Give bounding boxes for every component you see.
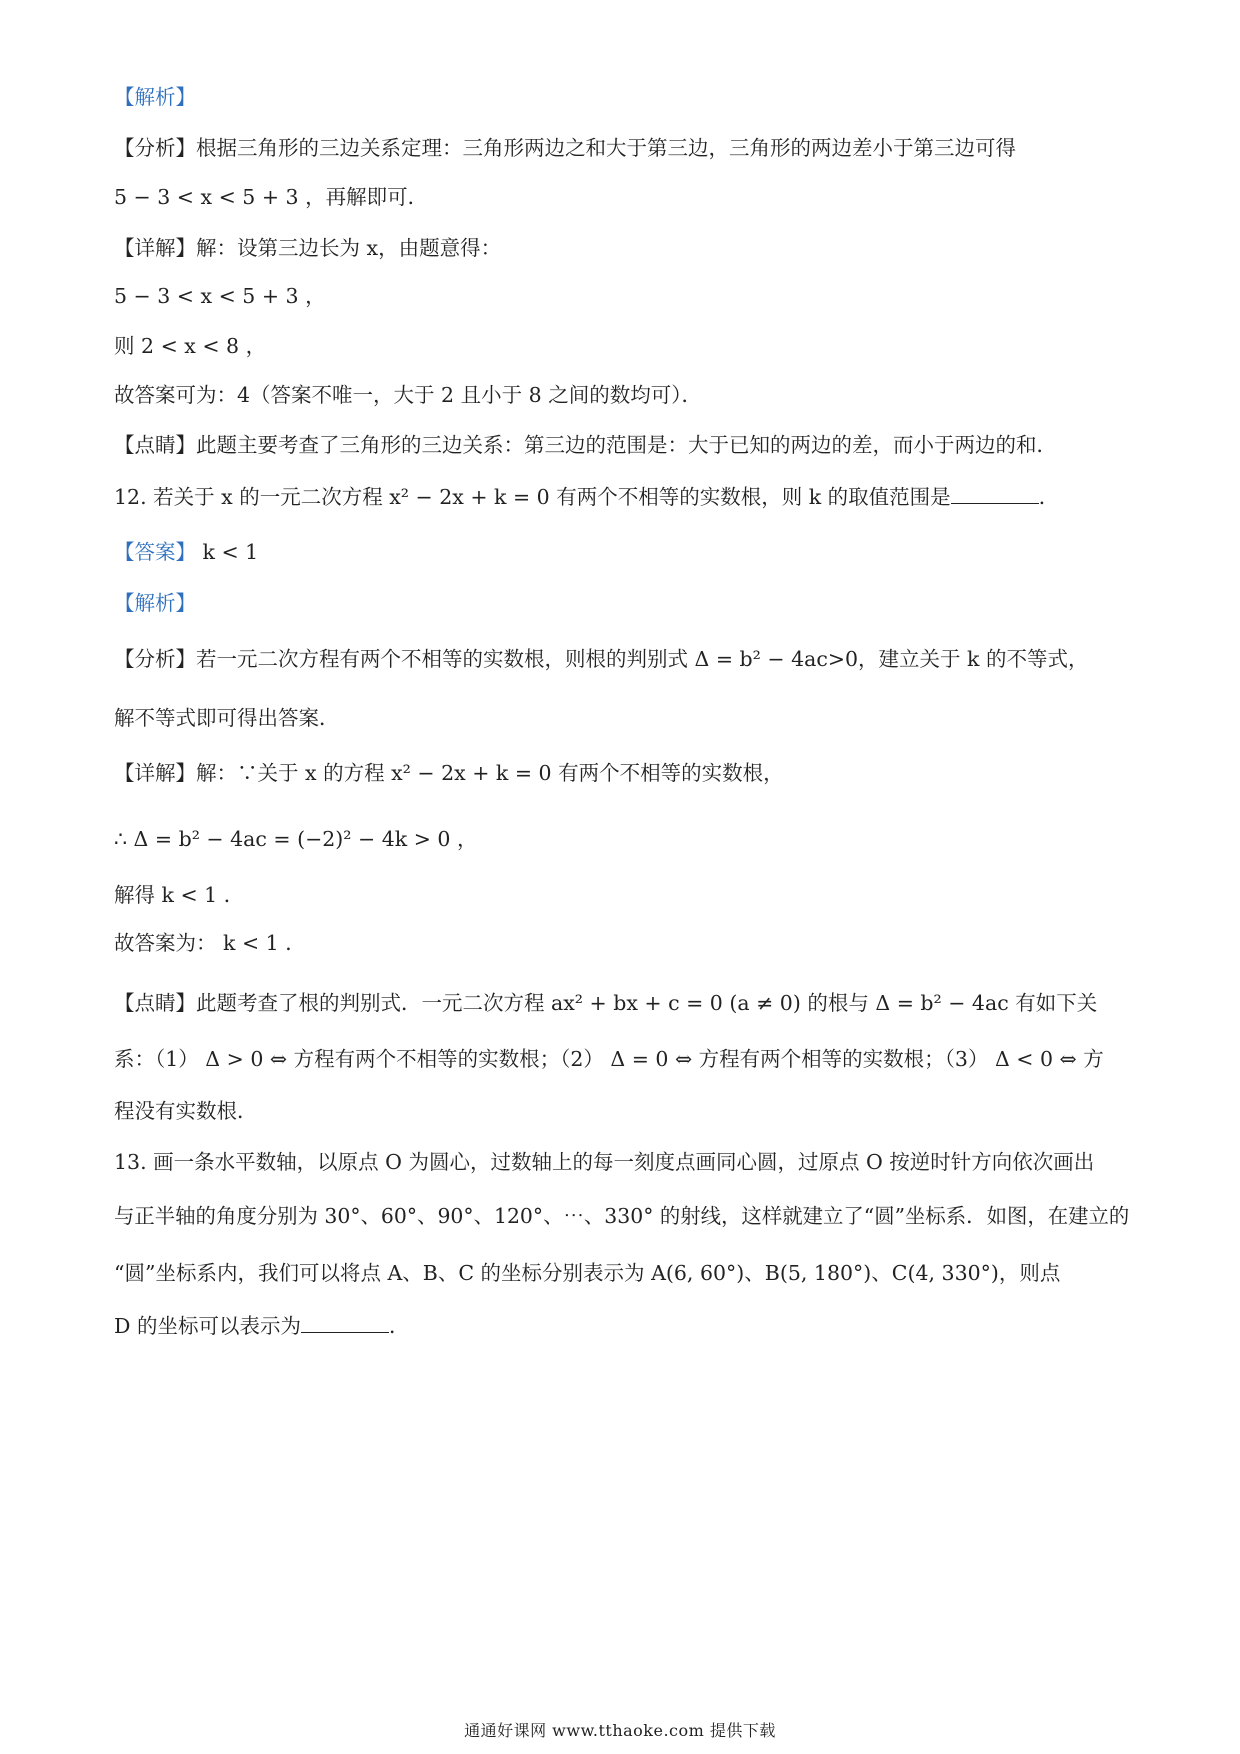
text-line (114, 1097, 258, 1125)
line-text: 【分析】若一元二次方程有两个不相等的实数根，则根的判别式 Δ = b² − 4ac>0，建立关于 k 的不等式， (114, 647, 1089, 671)
line-text: 程没有实数根． (114, 1099, 258, 1123)
line-text: 13. 画一条水平数轴，以原点 O 为圆心，过数轴上的每一刻度点画同心圆，过原点 O 按逆时针方向依次画出 (114, 1150, 1095, 1174)
text-line (114, 431, 1057, 459)
section-tag: 【解析】 (114, 591, 196, 615)
line-text: 【点睛】此题考查了根的判别式．一元二次方程 ax² + bx + c = 0 (a ≠ 0) 的根与 Δ = b² − 4ac 有如下关 (114, 991, 1098, 1015)
text-line (114, 645, 1089, 673)
line-text: 故答案为： k < 1 ． (114, 931, 306, 955)
line-text: 【点睛】此题主要考查了三角形的三边关系：第三边的范围是：大于已知的两边的差，而小于两边的和． (114, 433, 1057, 457)
text-line (114, 183, 428, 211)
text-line (114, 282, 326, 310)
line-text: 5 − 3 < x < 5 + 3 ，再解即可． (114, 185, 429, 209)
line-text: 【详解】解：∵关于 x 的方程 x² − 2x + k = 0 有两个不相等的实数根， (114, 761, 784, 785)
line-text: 解不等式即可得出答案． (114, 706, 340, 730)
text-line (114, 825, 477, 853)
line-text: k < 1 (196, 540, 259, 564)
text-line (114, 1312, 409, 1340)
text-line (114, 134, 1016, 162)
line-text: “圆”坐标系内，我们可以将点 A、B、C 的坐标分别表示为 A(6, 60°)、B(5, 180°)、C(4, 330°)，则点 (114, 1261, 1061, 1285)
line-text: 系：（1） Δ > 0 ⇔ 方程有两个不相等的实数根；（2） Δ = 0 ⇔ 方程有两个相等的实数根；（3） Δ < 0 ⇔ 方 (114, 1047, 1104, 1071)
line-text: 则 2 < x < 8 ， (114, 334, 267, 358)
line-text: 12. 若关于 x 的一元二次方程 x² − 2x + k = 0 有两个不相等的实数根，则 k 的取值范围是 (114, 485, 951, 509)
line-text: ∴ Δ = b² − 4ac = (−2)² − 4k > 0 ， (114, 827, 478, 851)
line-text: 与正半轴的角度分别为 30°、60°、90°、120°、⋯、330° 的射线，这样就建立了“圆”坐标系．如图，在建立的 (114, 1204, 1130, 1228)
text-line (114, 759, 784, 787)
text-line (114, 483, 1059, 511)
text-line (114, 234, 501, 262)
line-text: 解得 k < 1 ． (114, 883, 245, 907)
text-line (114, 929, 306, 957)
line-text: 5 − 3 < x < 5 + 3 ， (114, 284, 326, 308)
line-end-punct: ． (1038, 485, 1060, 509)
text-line (114, 1045, 1104, 1073)
text-line (114, 1148, 1094, 1176)
line-text: 【分析】根据三角形的三边关系定理：三角形两边之和大于第三边，三角形的两边差小于第三边可得 (114, 136, 1016, 160)
answer-blank (301, 1314, 389, 1333)
text-line (114, 1259, 1060, 1287)
section-tag: 【解析】 (114, 85, 196, 109)
line-text: 故答案可为：4（答案不唯一，大于 2 且小于 8 之间的数均可）． (114, 383, 702, 407)
text-line (114, 589, 196, 617)
line-end-punct: ． (388, 1314, 410, 1338)
text-line (114, 881, 244, 909)
answer-blank (951, 485, 1039, 504)
page-footer: 通通好课网 www.tthaoke.com 提供下载 (464, 1721, 776, 1740)
text-line (114, 332, 266, 360)
line-text: 【详解】解：设第三边长为 x，由题意得： (114, 236, 502, 260)
section-tag: 【答案】 (114, 540, 196, 564)
text-line (114, 704, 340, 732)
text-line (114, 83, 196, 111)
text-line (114, 538, 258, 566)
text-line (114, 381, 702, 409)
text-line (114, 989, 1097, 1017)
line-text: D 的坐标可以表示为 (114, 1314, 301, 1338)
text-line (114, 1202, 1129, 1230)
